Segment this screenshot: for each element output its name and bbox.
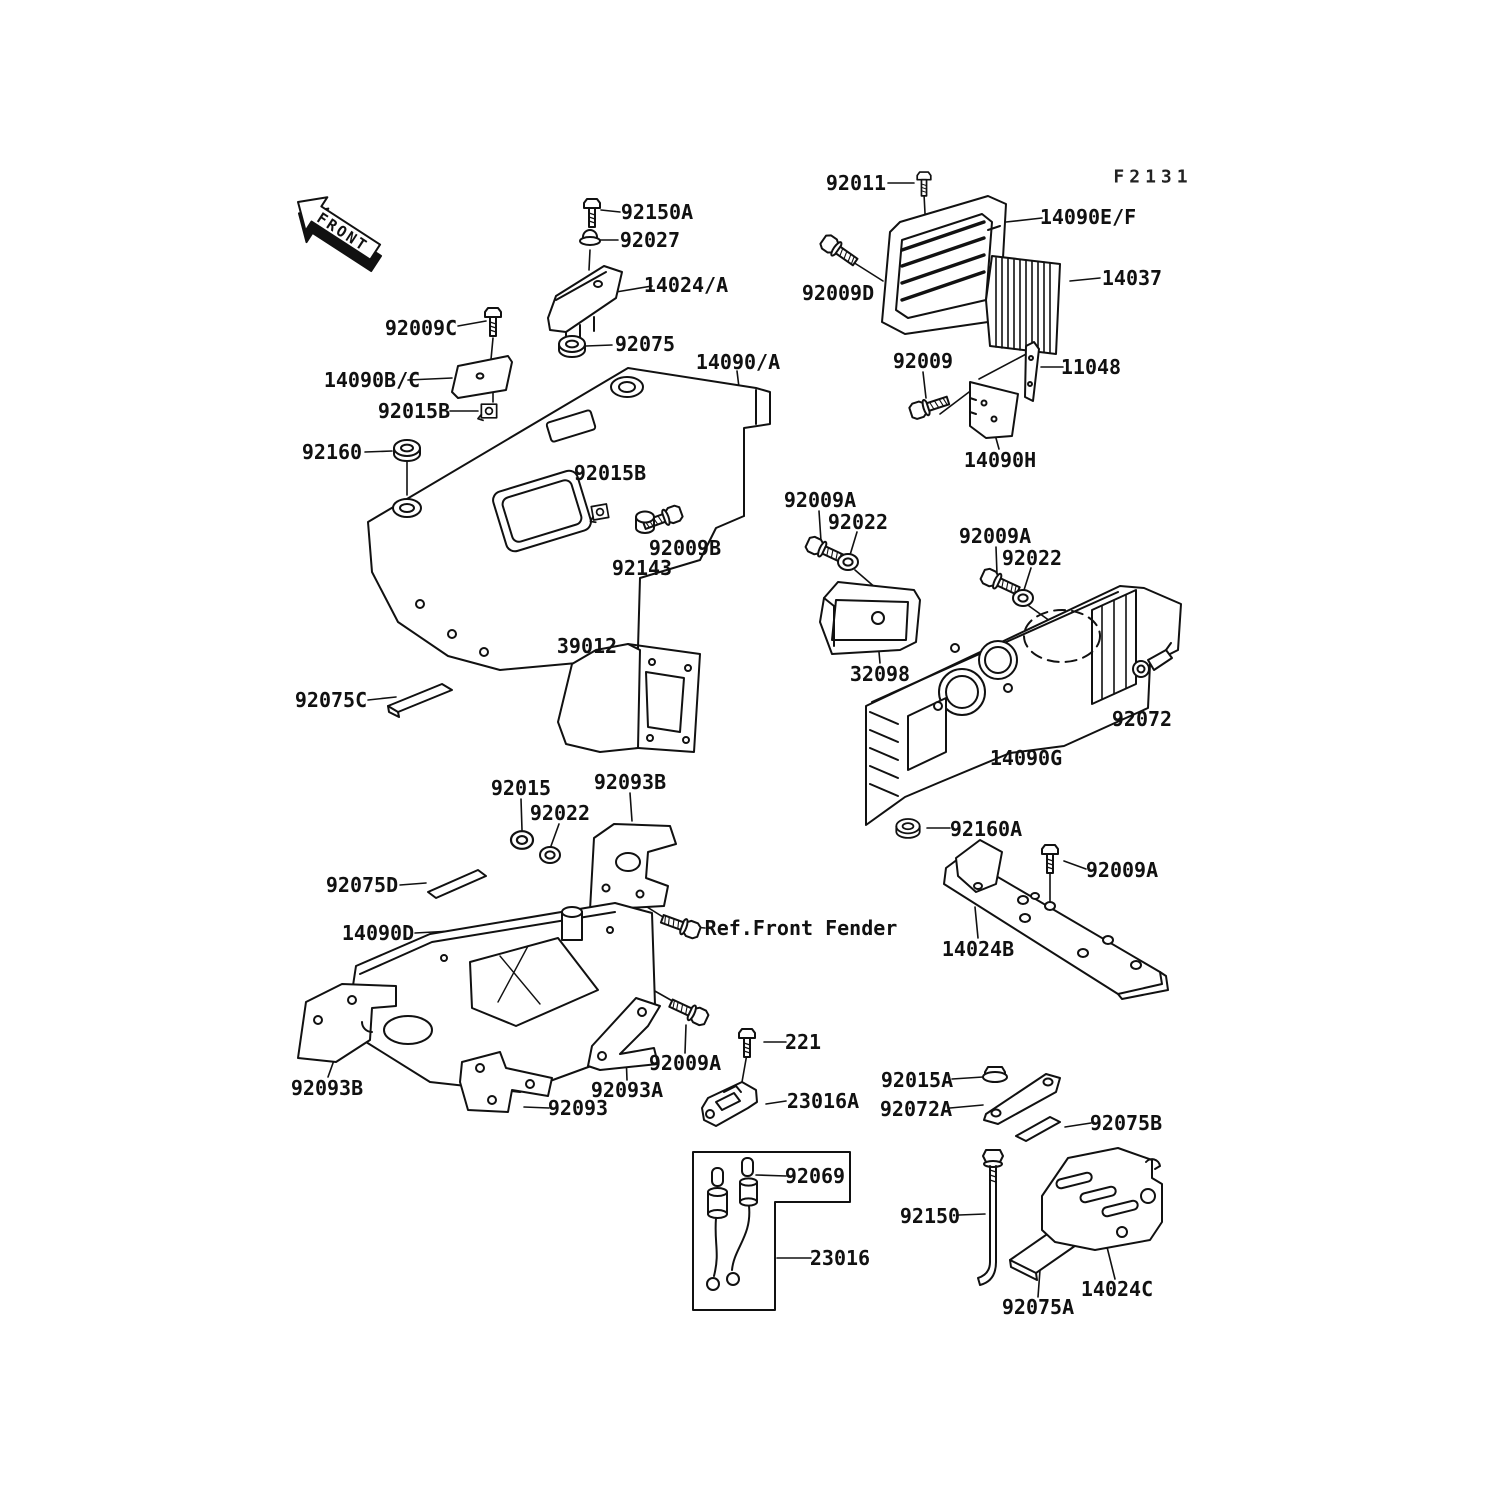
part-label-14090-A: 14090/A xyxy=(695,350,781,374)
part-92009D xyxy=(819,233,860,268)
front-arrow-label: FRONT xyxy=(313,208,372,256)
part-label-92009A-1: 92009A xyxy=(783,488,857,512)
part-label-92009D: 92009D xyxy=(801,281,875,305)
part-92022-1 xyxy=(838,554,858,570)
part-92150A xyxy=(584,199,600,227)
part-92009 xyxy=(908,393,950,420)
part-label-92075C: 92075C xyxy=(294,688,368,712)
part-92015B-1 xyxy=(478,404,497,420)
part-label-92009A-3: 92009A xyxy=(1085,858,1159,882)
part-92009A-3 xyxy=(1042,845,1058,873)
part-label-14024B: 14024B xyxy=(941,937,1015,961)
part-label-92015B-2: 92015B xyxy=(573,461,647,485)
part-label-92075: 92075 xyxy=(614,332,676,356)
part-label-23016A: 23016A xyxy=(786,1089,860,1113)
part-92093B-1 xyxy=(590,824,676,910)
part-label-92072A: 92072A xyxy=(879,1097,953,1121)
part-label-92160A: 92160A xyxy=(949,817,1023,841)
part-label-92015B-1: 92015B xyxy=(377,399,451,423)
part-92160A xyxy=(896,819,919,838)
part-label-221: 221 xyxy=(784,1030,822,1054)
part-221 xyxy=(739,1029,755,1057)
part-label-92075A: 92075A xyxy=(1001,1295,1075,1319)
part-label-92143: 92143 xyxy=(611,556,673,580)
part-label-92075D: 92075D xyxy=(325,873,399,897)
part-label-92093B-2: 92093B xyxy=(290,1076,364,1100)
part-label-32098: 32098 xyxy=(849,662,911,686)
part-32098 xyxy=(820,582,920,654)
part-92075B xyxy=(1016,1117,1060,1141)
part-label-F2131: F2131 xyxy=(1113,166,1193,188)
part-92075 xyxy=(559,336,585,357)
part-label-92093A: 92093A xyxy=(590,1078,664,1102)
part-23016A xyxy=(702,1082,757,1126)
part-92009A-4 xyxy=(668,996,710,1027)
part-label-92022-1: 92022 xyxy=(827,510,889,534)
part-label-92009C: 92009C xyxy=(384,316,458,340)
part-14090A xyxy=(368,368,770,670)
part-label-92027: 92027 xyxy=(619,228,681,252)
part-label-14090B-C: 14090B/C xyxy=(323,368,421,392)
part-label-92072: 92072 xyxy=(1111,707,1173,731)
part-label-92160: 92160 xyxy=(301,440,363,464)
part-92011 xyxy=(917,172,931,196)
part-label-92011: 92011 xyxy=(825,171,887,195)
part-label-ref-front-fender: Ref.Front Fender xyxy=(704,916,898,940)
part-label-14037: 14037 xyxy=(1101,266,1163,290)
part-label-92015: 92015 xyxy=(490,776,552,800)
part-14090H xyxy=(970,382,1018,438)
part-14024C xyxy=(1042,1148,1162,1250)
part-92160 xyxy=(394,440,420,461)
part-label-92015A: 92015A xyxy=(880,1068,954,1092)
part-label-14090G: 14090G xyxy=(989,746,1063,770)
part-14024A xyxy=(548,266,622,346)
part-label-92009A-2: 92009A xyxy=(958,524,1032,548)
part-label-92093B-1: 92093B xyxy=(593,770,667,794)
part-label-11048: 11048 xyxy=(1060,355,1122,379)
part-label-92022-3: 92022 xyxy=(529,801,591,825)
part-label-14024C: 14024C xyxy=(1080,1277,1154,1301)
part-label-92093: 92093 xyxy=(547,1096,609,1120)
part-92022-2 xyxy=(1013,590,1033,606)
part-11048 xyxy=(1025,342,1039,401)
part-92022-3 xyxy=(540,847,560,863)
part-ref-front-fender-bolt xyxy=(660,911,702,939)
part-92009C xyxy=(485,308,501,336)
part-label-14090D: 14090D xyxy=(341,921,415,945)
part-label-39012: 39012 xyxy=(556,634,618,658)
part-label-92150: 92150 xyxy=(899,1204,961,1228)
part-92015A xyxy=(983,1067,1007,1082)
part-label-14090H: 14090H xyxy=(963,448,1037,472)
part-label-14090E-F: 14090E/F xyxy=(1039,205,1137,229)
part-label-14024-A: 14024/A xyxy=(643,273,729,297)
part-label-92150A: 92150A xyxy=(620,200,694,224)
part-label-92069: 92069 xyxy=(784,1164,846,1188)
part-14037 xyxy=(986,256,1060,354)
part-14090BC xyxy=(452,356,512,398)
part-92075D xyxy=(428,870,486,898)
part-92015 xyxy=(511,831,533,849)
part-label-92009B: 92009B xyxy=(648,536,722,560)
part-label-23016: 23016 xyxy=(809,1246,871,1270)
part-92075C xyxy=(388,684,452,717)
part-label-92009A-4: 92009A xyxy=(648,1051,722,1075)
part-92150 xyxy=(978,1150,1003,1285)
part-label-92009: 92009 xyxy=(892,349,954,373)
part-23016 xyxy=(707,1178,757,1290)
part-39012 xyxy=(558,644,700,752)
part-92027 xyxy=(580,230,600,245)
front-arrow-icon xyxy=(282,185,392,280)
part-label-92022-2: 92022 xyxy=(1001,546,1063,570)
part-14024B xyxy=(941,840,1168,999)
part-label-92075B: 92075B xyxy=(1089,1111,1163,1135)
